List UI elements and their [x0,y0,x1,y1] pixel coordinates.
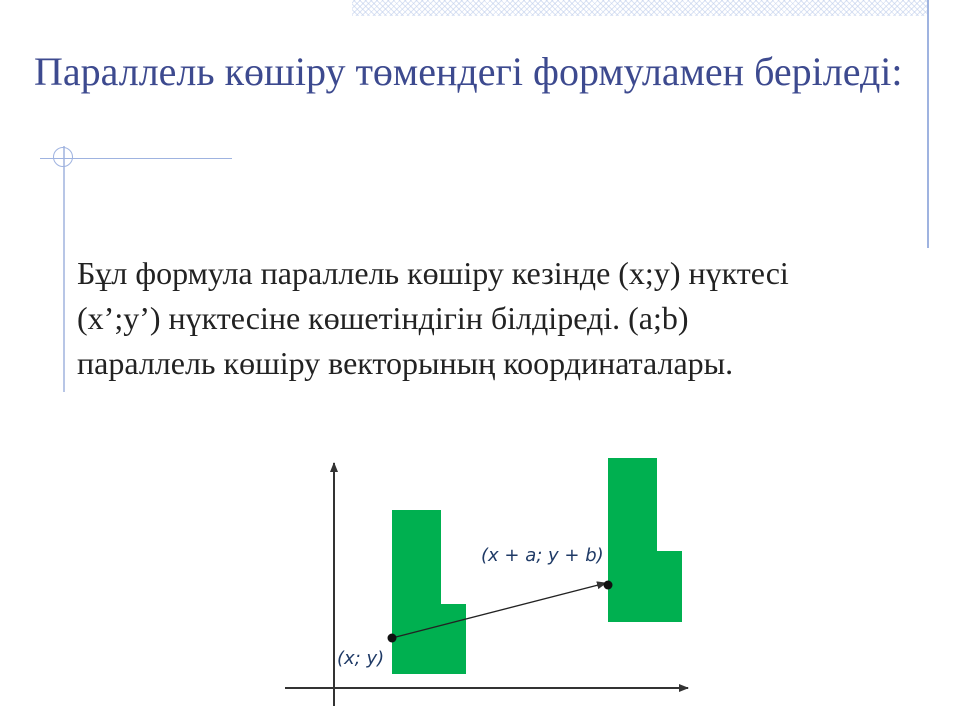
body-line: (x’;y’) нүктесіне көшетіндігін білдіреді. (a;b) [77,300,689,336]
original-shape [392,510,466,674]
body-line: параллель көшіру векторының координаталары. [77,345,734,381]
point-label: (x; y) [337,648,385,669]
image-point-label: (x + a; y + b) [481,545,604,566]
original-point [388,634,397,643]
translated-point [604,581,613,590]
slide-title: Параллель көшіру төмендегі формуламен беріледі: [34,49,903,94]
translated-shape [608,458,682,622]
body-line: Бұл формула параллель көшіру кезінде (x;y) нүктесі [77,255,789,291]
